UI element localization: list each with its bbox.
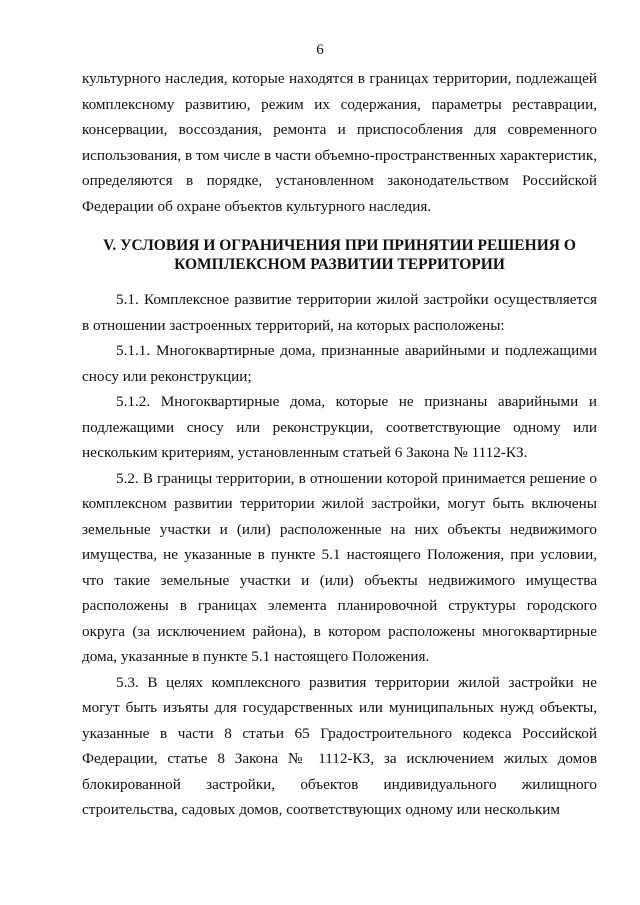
page-number: 6: [316, 42, 324, 58]
paragraph-5-1: 5.1. Комплексное развитие территории жилой застройки осуществляется в отношении застроенных территорий, на которых расположены:: [82, 291, 597, 334]
paragraph-5-1-1: 5.1.1. Многоквартирные дома, признанные аварийными и подлежащими сносу или реконструкции;: [82, 342, 597, 385]
section-heading-line-1: V. УСЛОВИЯ И ОГРАНИЧЕНИЯ ПРИ ПРИНЯТИИ РЕШЕНИЯ О: [103, 237, 576, 254]
paragraph-5-1-2: 5.1.2. Многоквартирные дома, которые не признаны аварийными и подлежащими сносу или реконструкции, соответствующие одному или нескольким критериям, установленным статьей 6 Закона № 1112-КЗ.: [82, 393, 597, 461]
document-body: [82, 66, 597, 823]
paragraph-5-2: 5.2. В границы территории, в отношении которой принимается решение о комплексном развитии территории жилой застройки, могут быть включены земельные участки и (или) расположенные на них объекты недвижимого имущества, не указанные в пункте 5.1 настоящего Положения, при условии, что такие земельные участки и (или) объекты недвижимого имущества расположены в границах элемента планировочной структуры городского округа (за исключением района), в котором расположены многоквартирные дома, указанные в пункте 5.1 настоящего Положения.: [82, 469, 597, 665]
paragraph-5-3: 5.3. В целях комплексного развития территории жилой застройки не могут быть изъяты для государственных или муниципальных нужд объекты, указанные в части 8 статьи 65 Градостроительного кодекса Российской Федерации, статье 8 Закона № 1112-КЗ, за исключением жилых домов блокированной застройки, объектов индивидуального жилищного строительства, садовых домов, соответствующих одному или нескольким: [82, 673, 597, 818]
section-heading-line-2: КОМПЛЕКСНОМ РАЗВИТИИ ТЕРРИТОРИИ: [174, 256, 505, 273]
section-heading: [82, 236, 597, 274]
intro-paragraph: культурного наследия, которые находятся в границах территории, подлежащей комплексному развитию, режим их содержания, параметры реставрации, консервации, воссоздания, ремонта и приспособления для современного использования, в том числе в части объемно-пространственных характеристик, определяются в порядке, установленном законодательством Российской Федерации об охране объектов культурного наследия.: [82, 70, 597, 215]
